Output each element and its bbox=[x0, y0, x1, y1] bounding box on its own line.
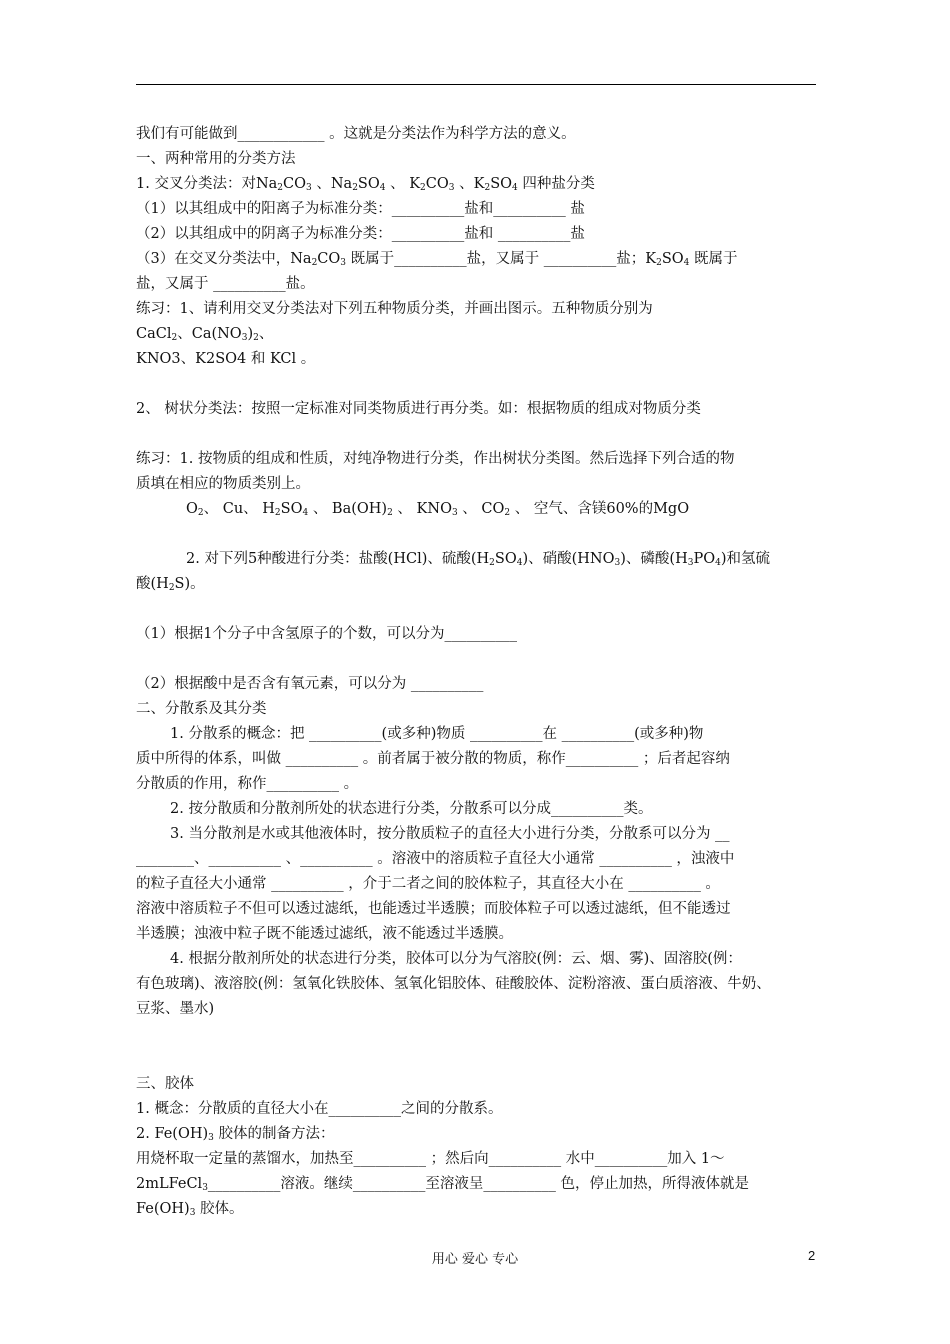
text-line: 2. 对下列5种酸进行分类：盐酸(HCl)、硫酸$(H_2SO_4)$、硝酸$(HNO_3)$、磷酸$(H_3PO_4)$和氢硫 bbox=[186, 551, 771, 568]
text-line: 2mLFeCl$_3$__________溶液。继续__________至溶液呈__________ 色，停止加热，所得液体就是 bbox=[136, 1176, 750, 1193]
text-line: ________、__________ 、__________ 。溶液中的溶质粒子直径大小通常 __________ ，浊液中 bbox=[136, 851, 735, 867]
text-line: 豆浆、墨水) bbox=[136, 1001, 215, 1017]
text-line: 1. 交叉分类法：对$Na_2CO_3$ 、$Na_2SO_4$ 、 $K_2CO_3$ 、$K_2SO_4$ 四种盐分类 bbox=[136, 176, 595, 193]
blank-line bbox=[136, 372, 822, 397]
blank-line bbox=[136, 647, 822, 672]
text-line: $O_2$、 Cu、 $H_2SO_4$ 、 $Ba(OH)_2$ 、 $KNO_3$ 、 $CO_2$ 、 空气、含镁60%的MgO bbox=[186, 501, 690, 518]
blank-line bbox=[136, 522, 822, 547]
text-line: 1. 分散系的概念：把 __________(或多种)物质 __________在 __________(或多种)物 bbox=[170, 726, 704, 742]
text-line: 的粒子直径大小通常 __________ ，介于二者之间的胶体粒子，其直径大小在 __________ 。 bbox=[136, 876, 720, 892]
text-line: 2. $Fe(OH)_3$ 胶体的制备方法： bbox=[136, 1126, 335, 1143]
blank-line bbox=[136, 1022, 822, 1072]
text-line: （1）以其组成中的阳离子为标准分类：__________盐和__________ 盐 bbox=[136, 201, 585, 217]
text-line: 4. 根据分散剂所处的状态进行分类，胶体可以分为气溶胶(例：云、烟、雾)、固溶胶(例： bbox=[170, 951, 742, 967]
text-line: 练习：1. 按物质的组成和性质，对纯净物进行分类，作出树状分类图。然后选择下列合适的物 bbox=[136, 451, 735, 467]
text-line: 溶液中溶质粒子不但可以透过滤纸，也能透过半透膜；而胶体粒子可以透过滤纸，但不能透过 bbox=[136, 901, 731, 917]
text-line: 1. 概念：分散质的直径大小在__________之间的分散系。 bbox=[136, 1101, 503, 1117]
footer-motto: 用心 爱心 专心 bbox=[431, 1252, 519, 1267]
text-line: 3. 当分散剂是水或其他液体时，按分散质粒子的直径大小进行分类，分散系可以分为 __ bbox=[170, 826, 730, 842]
text-line: 三、胶体 bbox=[136, 1076, 194, 1092]
document-body bbox=[136, 122, 822, 1222]
text-line: 2、 树状分类法：按照一定标准对同类物质进行再分类。如：根据物质的组成对物质分类 bbox=[136, 401, 701, 417]
header-rule bbox=[136, 84, 816, 85]
text-line: 有色玻璃)、液溶胶(例：氢氧化铁胶体、氢氧化铝胶体、硅酸胶体、淀粉溶液、蛋白质溶液、牛奶、 bbox=[136, 976, 771, 992]
blank-line bbox=[136, 422, 822, 447]
text-line: 我们有可能做到____________ 。这就是分类法作为科学方法的意义。 bbox=[136, 126, 576, 142]
text-line: 一、两种常用的分类方法 bbox=[136, 151, 296, 167]
text-line: 半透膜；浊液中粒子既不能透过滤纸，液不能透过半透膜。 bbox=[136, 926, 513, 942]
text-line: （3）在交叉分类法中，$Na_2CO_3$ 既属于__________盐，又属于 __________盐；$K_2SO_4$ 既属于 bbox=[136, 251, 738, 268]
text-line: 质中所得的体系，叫做 __________ 。前者属于被分散的物质，称作__________ ；后者起容纳 bbox=[136, 751, 730, 767]
text-line: （2）以其组成中的阴离子为标准分类：__________盐和 __________盐 bbox=[136, 226, 585, 242]
text-line: 2. 按分散质和分散剂所处的状态进行分类，分散系可以分成__________类。 bbox=[170, 801, 653, 817]
page-number: 2 bbox=[808, 1248, 816, 1263]
text-line: 质填在相应的物质类别上。 bbox=[136, 476, 310, 492]
text-line: 练习：1、请利用交叉分类法对下列五种物质分类，并画出图示。五种物质分别为 bbox=[136, 301, 653, 317]
text-line: 分散质的作用，称作__________ 。 bbox=[136, 776, 359, 792]
text-line: （2）根据酸中是否含有氧元素，可以分为 __________ bbox=[136, 676, 484, 692]
text-line: 用烧杯取一定量的蒸馏水，加热至__________ ；然后向__________ 水中__________加入 1～ bbox=[136, 1151, 725, 1167]
text-line: 酸$(H_2S)$。 bbox=[136, 576, 205, 593]
text-line: $Fe(OH)_3$ 胶体。 bbox=[136, 1201, 244, 1218]
text-line: （1）根据1个分子中含氢原子的个数，可以分为__________ bbox=[136, 626, 517, 642]
blank-line bbox=[136, 597, 822, 622]
text-line: CaCl$_2$、$Ca(NO_3)_2$、 bbox=[136, 326, 274, 343]
text-line: 二、分散系及其分类 bbox=[136, 701, 267, 717]
text-line: KNO3、K2SO4 和 KCl 。 bbox=[136, 351, 316, 367]
text-line: 盐，又属于 __________盐。 bbox=[136, 276, 315, 292]
